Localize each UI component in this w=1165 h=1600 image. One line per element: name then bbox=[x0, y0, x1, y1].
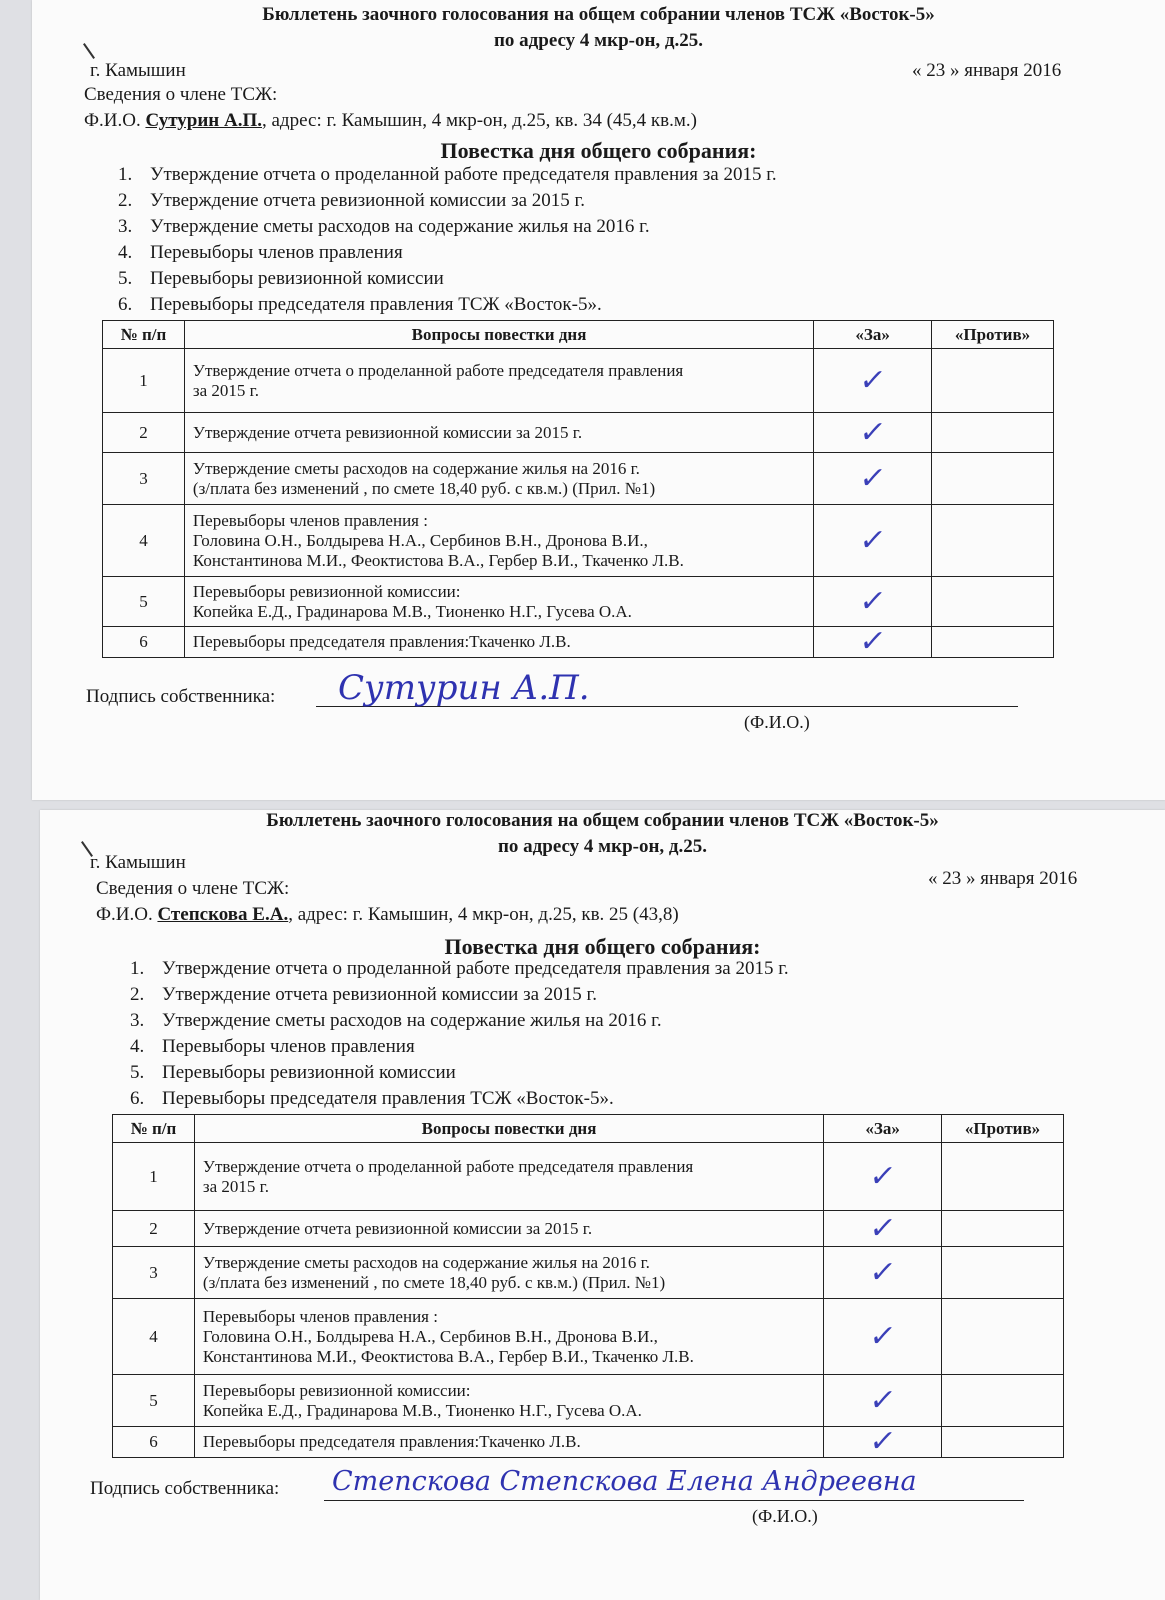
checkmark-icon: ✓ bbox=[857, 522, 889, 558]
question-cell: Перевыборы членов правления : Головина О.Н., Болдырева Н.А., Сербинов В.Н., Дронова В.И., Константинова М.И., Феоктистова В.А., Гербер В.И., Ткаченко Л.В. bbox=[194, 1299, 823, 1375]
checkmark-icon: ✓ bbox=[867, 1210, 899, 1246]
handwritten-signature: Степскова Степскова Елена Андреевна bbox=[332, 1466, 917, 1497]
header-question: Вопросы повестки дня bbox=[184, 321, 813, 349]
vote-against-cell[interactable] bbox=[942, 1299, 1064, 1375]
table-row: 3 Утверждение сметы расходов на содержание жилья на 2016 г. (з/плата без изменений , по смете 18,40 руб. с кв.м.) (Прил. №1) ✓ bbox=[103, 453, 1054, 505]
agenda-item: 5. Перевыборы ревизионной комиссии bbox=[118, 268, 444, 289]
ballot-address-title: по адресу 4 мкр-он, д.25. bbox=[497, 836, 708, 857]
ballot-sheet bbox=[40, 810, 1165, 1600]
ballot-title: Бюллетень заочного голосования на общем собрании членов ТСЖ «Восток-5» bbox=[266, 810, 939, 831]
agenda-item: 4. Перевыборы членов правления bbox=[130, 1036, 415, 1057]
signature-label: Подпись собственника: bbox=[90, 1478, 280, 1499]
table-row: 5 Перевыборы ревизионной комиссии: Копейка Е.Д., Градинарова М.В., Тионенко Н.Г., Гусева О.А. ✓ bbox=[113, 1375, 1064, 1427]
question-cell: Перевыборы ревизионной комиссии: Копейка Е.Д., Градинарова М.В., Тионенко Н.Г., Гусева О.А. bbox=[194, 1375, 823, 1427]
header-against: «Против» bbox=[932, 321, 1054, 349]
city: г. Камышин bbox=[90, 852, 186, 873]
agenda-title: Повестка дня общего собрания: bbox=[444, 934, 761, 959]
member-fio-line bbox=[96, 904, 679, 926]
vote-for-cell[interactable] bbox=[824, 1299, 942, 1375]
header-against: «Против» bbox=[942, 1115, 1064, 1143]
vote-for-cell[interactable] bbox=[824, 1143, 942, 1211]
question-cell: Утверждение отчета о проделанной работе председателя правления за 2015 г. bbox=[194, 1143, 823, 1211]
vote-for-cell[interactable] bbox=[814, 413, 932, 453]
table-row: 6 Перевыборы председателя правления:Ткаченко Л.В. ✓ bbox=[113, 1427, 1064, 1458]
header-num: № п/п bbox=[113, 1115, 195, 1143]
agenda-title: Повестка дня общего собрания: bbox=[440, 138, 757, 163]
table-header-row bbox=[103, 321, 1054, 349]
table-row: 1 Утверждение отчета о проделанной работе председателя правления за 2015 г. ✓ bbox=[113, 1143, 1064, 1211]
vote-for-cell[interactable] bbox=[814, 453, 932, 505]
vote-for-cell[interactable] bbox=[814, 505, 932, 577]
table-row: 1 Утверждение отчета о проделанной работе председателя правления за 2015 г. ✓ bbox=[103, 349, 1054, 413]
table-row: 4 Перевыборы членов правления : Головина О.Н., Болдырева Н.А., Сербинов В.Н., Дронова В.И., Константинова М.И., Феоктистова В.А., Гербер В.И., Ткаченко Л.В. ✓ bbox=[113, 1299, 1064, 1375]
checkmark-icon: ✓ bbox=[857, 362, 889, 398]
question-cell: Утверждение сметы расходов на содержание жилья на 2016 г. (з/плата без изменений , по смете 18,40 руб. с кв.м.) (Прил. №1) bbox=[184, 453, 813, 505]
question-cell: Перевыборы ревизионной комиссии: Копейка Е.Д., Градинарова М.В., Тионенко Н.Г., Гусева О.А. bbox=[184, 577, 813, 627]
checkmark-icon: ✓ bbox=[867, 1318, 899, 1354]
checkmark-icon: ✓ bbox=[867, 1382, 899, 1418]
table-row: 6 Перевыборы председателя правления:Ткаченко Л.В. ✓ bbox=[103, 627, 1054, 658]
member-info-label: Сведения о члене ТСЖ: bbox=[84, 84, 278, 105]
table-row: 4 Перевыборы членов правления : Головина О.Н., Болдырева Н.А., Сербинов В.Н., Дронова В.И., Константинова М.И., Феоктистова В.А., Гербер В.И., Ткаченко Л.В. ✓ bbox=[103, 505, 1054, 577]
agenda-item: 1. Утверждение отчета о проделанной работе председателя правления за 2015 г. bbox=[130, 958, 789, 979]
question-cell: Утверждение отчета ревизионной комиссии за 2015 г. bbox=[194, 1211, 823, 1247]
checkmark-icon: ✓ bbox=[857, 624, 889, 659]
vote-for-cell[interactable] bbox=[814, 577, 932, 627]
agenda-item: 3. Утверждение сметы расходов на содержание жилья на 2016 г. bbox=[118, 216, 650, 237]
header-for: «За» bbox=[814, 321, 932, 349]
vote-against-cell[interactable] bbox=[932, 349, 1054, 413]
agenda-item: 1. Утверждение отчета о проделанной работе председателя правления за 2015 г. bbox=[118, 164, 777, 185]
vote-for-cell[interactable] bbox=[814, 349, 932, 413]
vote-against-cell[interactable] bbox=[942, 1247, 1064, 1299]
agenda-item: 4. Перевыборы членов правления bbox=[118, 242, 403, 263]
vote-against-cell[interactable] bbox=[932, 453, 1054, 505]
fio-caption: (Ф.И.О.) bbox=[752, 1506, 818, 1526]
vote-against-cell[interactable] bbox=[942, 1375, 1064, 1427]
fio-prefix: Ф.И.О. bbox=[96, 904, 158, 925]
votes-table bbox=[102, 320, 1054, 658]
member-name: Сутурин А.П. bbox=[145, 110, 262, 131]
checkmark-icon: ✓ bbox=[867, 1158, 899, 1194]
question-cell: Перевыборы председателя правления:Ткаченко Л.В. bbox=[194, 1427, 823, 1458]
vote-against-cell[interactable] bbox=[942, 1427, 1064, 1458]
header-for: «За» bbox=[824, 1115, 942, 1143]
ballot-address-title: по адресу 4 мкр-он, д.25. bbox=[493, 30, 704, 51]
signature-line bbox=[324, 1500, 1024, 1501]
question-cell: Утверждение отчета о проделанной работе председателя правления за 2015 г. bbox=[184, 349, 813, 413]
vote-for-cell[interactable] bbox=[814, 624, 932, 659]
vote-for-cell[interactable] bbox=[824, 1247, 942, 1299]
agenda-item: 5. Перевыборы ревизионной комиссии bbox=[130, 1062, 456, 1083]
vote-against-cell[interactable] bbox=[932, 413, 1054, 453]
vote-against-cell[interactable] bbox=[942, 1211, 1064, 1247]
date: « 23 » января 2016 bbox=[912, 60, 1062, 81]
vote-for-cell[interactable] bbox=[824, 1375, 942, 1427]
member-fio-line bbox=[84, 110, 697, 132]
city: г. Камышин bbox=[90, 60, 186, 81]
vote-against-cell[interactable] bbox=[932, 577, 1054, 627]
agenda-list bbox=[118, 162, 777, 318]
vote-for-cell[interactable] bbox=[824, 1211, 942, 1247]
signature-label: Подпись собственника: bbox=[86, 686, 276, 707]
checkmark-icon: ✓ bbox=[867, 1424, 899, 1459]
vote-for-cell[interactable] bbox=[824, 1424, 942, 1459]
agenda-item: 3. Утверждение сметы расходов на содержание жилья на 2016 г. bbox=[130, 1010, 662, 1031]
member-info-label: Сведения о члене ТСЖ: bbox=[96, 878, 290, 899]
table-row: 2 Утверждение отчета ревизионной комиссии за 2015 г. ✓ bbox=[113, 1211, 1064, 1247]
table-row: 2 Утверждение отчета ревизионной комиссии за 2015 г. ✓ bbox=[103, 413, 1054, 453]
checkmark-icon: ✓ bbox=[857, 460, 889, 496]
question-cell: Перевыборы членов правления : Головина О.Н., Болдырева Н.А., Сербинов В.Н., Дронова В.И., Константинова М.И., Феоктистова В.А., Гербер В.И., Ткаченко Л.В. bbox=[184, 505, 813, 577]
fio-caption: (Ф.И.О.) bbox=[744, 712, 810, 732]
question-cell: Утверждение сметы расходов на содержание жилья на 2016 г. (з/плата без изменений , по смете 18,40 руб. с кв.м.) (Прил. №1) bbox=[194, 1247, 823, 1299]
member-address: , адрес: г. Камышин, 4 мкр-он, д.25, кв. 25 (43,8) bbox=[288, 904, 679, 925]
header-num: № п/п bbox=[103, 321, 185, 349]
agenda-item: 6. Перевыборы председателя правления ТСЖ «Восток-5». bbox=[130, 1088, 614, 1109]
agenda-item: 6. Перевыборы председателя правления ТСЖ «Восток-5». bbox=[118, 294, 602, 315]
ballot-title: Бюллетень заочного голосования на общем собрании членов ТСЖ «Восток-5» bbox=[262, 4, 935, 25]
table-row: 3 Утверждение сметы расходов на содержание жилья на 2016 г. (з/плата без изменений , по смете 18,40 руб. с кв.м.) (Прил. №1) ✓ bbox=[113, 1247, 1064, 1299]
vote-against-cell[interactable] bbox=[942, 1143, 1064, 1211]
agenda-item: 2. Утверждение отчета ревизионной комиссии за 2015 г. bbox=[130, 984, 597, 1005]
handwritten-signature: Сутурин А.П. bbox=[338, 668, 590, 708]
member-address: , адрес: г. Камышин, 4 мкр-он, д.25, кв. 34 (45,4 кв.м.) bbox=[262, 110, 697, 131]
votes-table bbox=[112, 1114, 1064, 1458]
agenda-list bbox=[130, 956, 789, 1112]
agenda-item: 2. Утверждение отчета ревизионной комиссии за 2015 г. bbox=[118, 190, 585, 211]
checkmark-icon: ✓ bbox=[867, 1254, 899, 1290]
checkmark-icon: ✓ bbox=[857, 414, 889, 450]
member-name: Степскова Е.А. bbox=[157, 904, 289, 925]
table-header-row bbox=[113, 1115, 1064, 1143]
header-question: Вопросы повестки дня bbox=[194, 1115, 823, 1143]
checkmark-icon: ✓ bbox=[857, 583, 889, 619]
vote-against-cell[interactable] bbox=[932, 627, 1054, 658]
fio-prefix: Ф.И.О. bbox=[84, 110, 146, 131]
table-row: 5 Перевыборы ревизионной комиссии: Копейка Е.Д., Градинарова М.В., Тионенко Н.Г., Гусева О.А. ✓ bbox=[103, 577, 1054, 627]
ballot-sheet bbox=[32, 0, 1165, 800]
date: « 23 » января 2016 bbox=[928, 868, 1078, 889]
vote-against-cell[interactable] bbox=[932, 505, 1054, 577]
question-cell: Перевыборы председателя правления:Ткаченко Л.В. bbox=[184, 627, 813, 658]
question-cell: Утверждение отчета ревизионной комиссии за 2015 г. bbox=[184, 413, 813, 453]
